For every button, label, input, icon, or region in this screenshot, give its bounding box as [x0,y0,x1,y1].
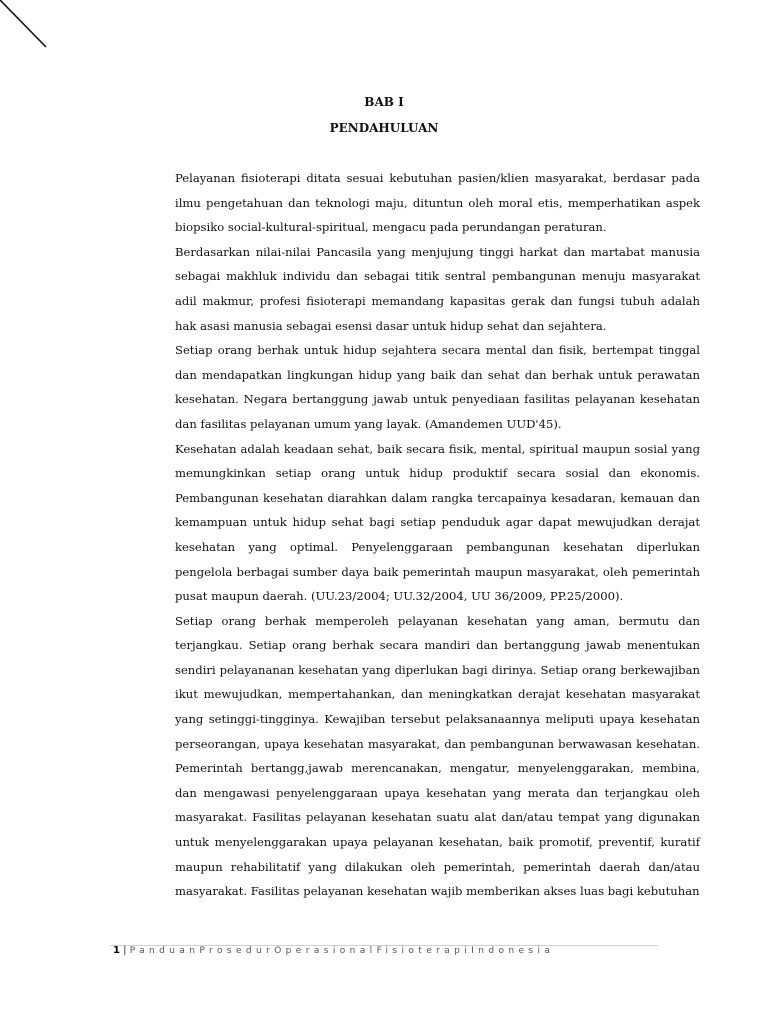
page-number: 1 [113,945,120,956]
chapter-title: PENDAHULUAN [329,121,439,135]
document-body [175,166,700,904]
paragraph: Berdasarkan nilai-nilai Pancasila yang menjujung tinggi harkat dan martabat manusia sebagai makhluk individu dan sebagai titik sentral pembangunan menuju masyarakat adil makmur, profesi fisioterapi memandang kapasitas gerak dan fungsi tubuh adalah hak asasi manusia sebagai esensi dasar untuk hidup sehat dan sejahtera. [175,244,700,333]
footer-separator: | [119,945,130,956]
corner-mark [0,0,60,60]
chapter-number: BAB I [364,95,404,109]
running-title: PanduanProsedurOperasionalFisioterapiIndonesia [129,946,555,956]
page-footer [113,944,554,958]
paragraph: Setiap orang berhak untuk hidup sejahtera secara mental dan fisik, bertempat tinggal dan mendapatkan lingkungan hidup yang baik dan sehat dan berhak untuk perawatan kesehatan. Negara bertanggung jawab untuk penyediaan fasilitas pelayanan kesehatan dan fasilitas pelayanan umum yang layak. (Amandemen UUD'45). [175,343,700,431]
paragraph: Kesehatan adalah keadaan sehat, baik secara fisik, mental, spiritual maupun sosial yang memungkinkan setiap orang untuk hidup produktif secara sosial dan ekonomis. Pembangunan kesehatan diarahkan dalam rangka tercapainya kesadaran, kemauan dan kemampuan untuk hidup sehat bagi setiap penduduk agar dapat mewujudkan derajat kesehatan yang optimal. Penyelenggaraan pembangunan kesehatan diperlukan pengelola berbagai sumber daya baik pemerintah maupun masyarakat, oleh pemerintah pusat maupun daerah. (UU.23/2004; UU.32/2004, UU 36/2009, PP.25/2000). [175,441,700,604]
paragraph: Pelayanan fisioterapi ditata sesuai kebutuhan pasien/klien masyarakat, berdasar pada ilmu pengetahuan dan teknologi maju, dituntun oleh moral etis, memperhatikan aspek biopsiko social-kultural-spiritual, mengacu pada perundangan peraturan. [175,171,700,235]
paragraph: Setiap orang berhak memperoleh pelayanan kesehatan yang aman, bermutu dan terjangkau. Setiap orang berhak secara mandiri dan bertanggung jawab menentukan sendiri pelayananan kesehatan yang diperlukan bagi dirinya. Setiap orang berkewajiban ikut mewujudkan, mempertahankan, dan meningkatkan derajat kesehatan masyarakat yang setinggi-tingginya. Kewajiban tersebut pelaksanaannya meliputi upaya kesehatan perseorangan, upaya kesehatan masyarakat, dan pembangunan berwawasan kesehatan. Pemerintah bertangg,jawab merencanakan, mengatur, menyelenggarakan, membina, dan mengawasi penyelenggaraan upaya kesehatan yang merata dan terjangkau oleh masyarakat. Fasilitas pelayanan kesehatan suatu alat dan/atau tempat yang digunakan untuk menyelenggarakan upaya pelayanan kesehatan, baik promotif, preventif, kuratif maupun rehabilitatif yang dilakukan oleh pemerintah, pemerintah daerah dan/atau masyarakat. Fasilitas pelayanan kesehatan wajib memberikan akses luas bagi kebutuhan [175,613,700,899]
